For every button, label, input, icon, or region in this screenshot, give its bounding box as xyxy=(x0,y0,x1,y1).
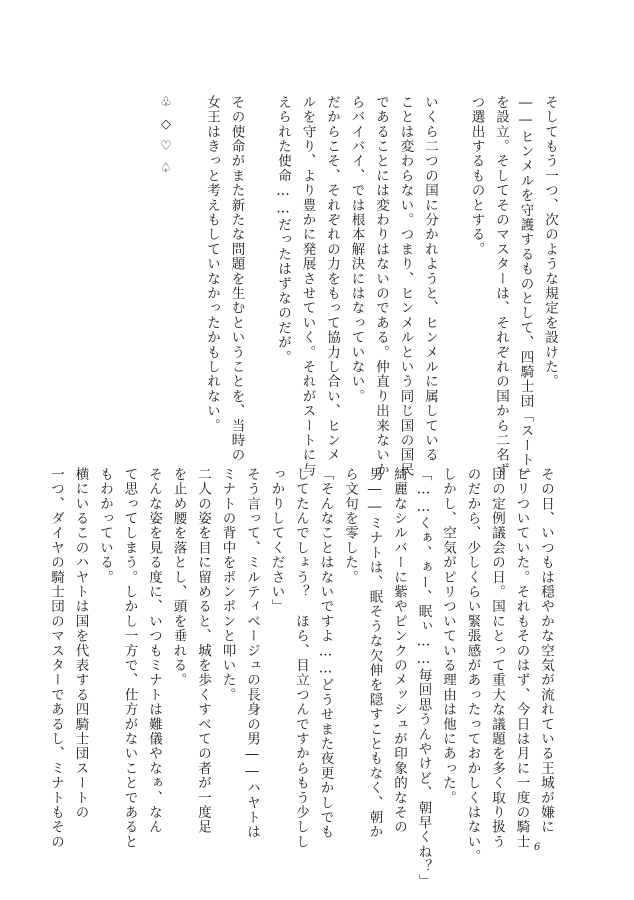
page-number: 6 xyxy=(534,842,541,853)
text-line: を止め腰を落とし、頭を垂れる。 xyxy=(170,467,187,688)
paragraph-gap xyxy=(249,95,271,455)
text-line: 女王はきっと考えもしていなかったかもしれない。 xyxy=(204,95,220,434)
text-line: 横にいるこのハヤトは国を代表する四騎士団スートの xyxy=(72,467,89,820)
text-line: ことは変わらない。つまり、ヒンメルという同じ国の国民 xyxy=(397,95,414,478)
text-line: してたんでしょう？ ほら、目立つんですからもう少しし xyxy=(293,467,309,850)
text-line: そう言って、ミルティベージュの長身の男――ハヤトは xyxy=(244,467,260,840)
text-line: 二人の姿を目に留めると、城を歩くすべての者が一度足 xyxy=(195,467,211,835)
text-line: ――ヒンメルを守護するものとして、四騎士団「スート」 xyxy=(517,95,534,483)
text-line: らバイバイ、では根本解決にはなっていない。 xyxy=(348,95,365,404)
lower-text-block xyxy=(48,467,558,889)
text-line: て思ってしまう。しかし一方で、仕方がないことであると xyxy=(121,467,138,850)
text-line: ミナトの背中をポンポンと叩いた。 xyxy=(219,467,236,703)
text-line: えられた使命……だったはずなのだが。 xyxy=(275,95,291,365)
paragraph-gap xyxy=(178,95,200,455)
text-line: ピリついていた。それもそのはず、今日は月に一度の騎士 xyxy=(513,467,530,850)
text-line: っかりしてください」 xyxy=(268,467,285,614)
upper-text-block xyxy=(98,95,562,483)
text-line: であることには変わりはないのである。仲直り出来ないか xyxy=(373,95,389,478)
text-line: そしてもう一つ、次のような規定を設けた。 xyxy=(542,95,558,389)
text-line: を設立。そしてそのマスターは、それぞれの国から二名ず xyxy=(493,95,509,478)
section-break-symbols: ♧◇♡♤ xyxy=(158,95,174,183)
paragraph-gap xyxy=(442,95,464,455)
text-line: もわかっている。 xyxy=(97,467,113,585)
text-line: その使命がまた新たな問題を生むということを、当時の xyxy=(228,95,245,463)
text-line: その日、いつもは穏やかな空気が流れている王城が嫌に xyxy=(538,467,554,835)
text-line: そんな姿を見る度に、いつもミナトは難儀やなぁ、なん xyxy=(146,467,162,835)
text-line: のだから、少しくらい緊張感があったっておかしくはない。 xyxy=(464,467,481,864)
text-line: 「……くぁ、ぁー、眠ぃ……毎回思うんやけど、朝早くね？」 xyxy=(415,467,432,889)
text-line: 一つ、ダイヤの騎士団のマスターであるし、ミナトもその xyxy=(48,467,64,850)
text-line: 男――ミナトは、眠そうな欠伸を隠すこともなく、朝か xyxy=(366,467,383,840)
text-line: 「そんなことはないですよ……どうせまた夜更かしでも xyxy=(317,467,334,840)
text-line: ルを守り、より豊かに発展させていく。それがスートに与 xyxy=(299,95,316,478)
text-line: いくら二つの国に分かれようと、ヒンメルに属している xyxy=(422,95,438,463)
text-line: だからこそ、それぞれの力をもって協力し合い、ヒンメ xyxy=(324,95,340,463)
text-line: 団の定例議会の日。国にとって重大な議題を多く取り扱う xyxy=(489,467,505,850)
text-line: 綺麗なシルバーに紫やピンクのメッシュが印象的なその xyxy=(391,467,407,835)
text-line: ら文句を零した。 xyxy=(342,467,358,585)
text-line: しかし、空気がピリついている理由は他にあった。 xyxy=(440,467,456,806)
text-line: つ選出するものとする。 xyxy=(468,95,485,257)
